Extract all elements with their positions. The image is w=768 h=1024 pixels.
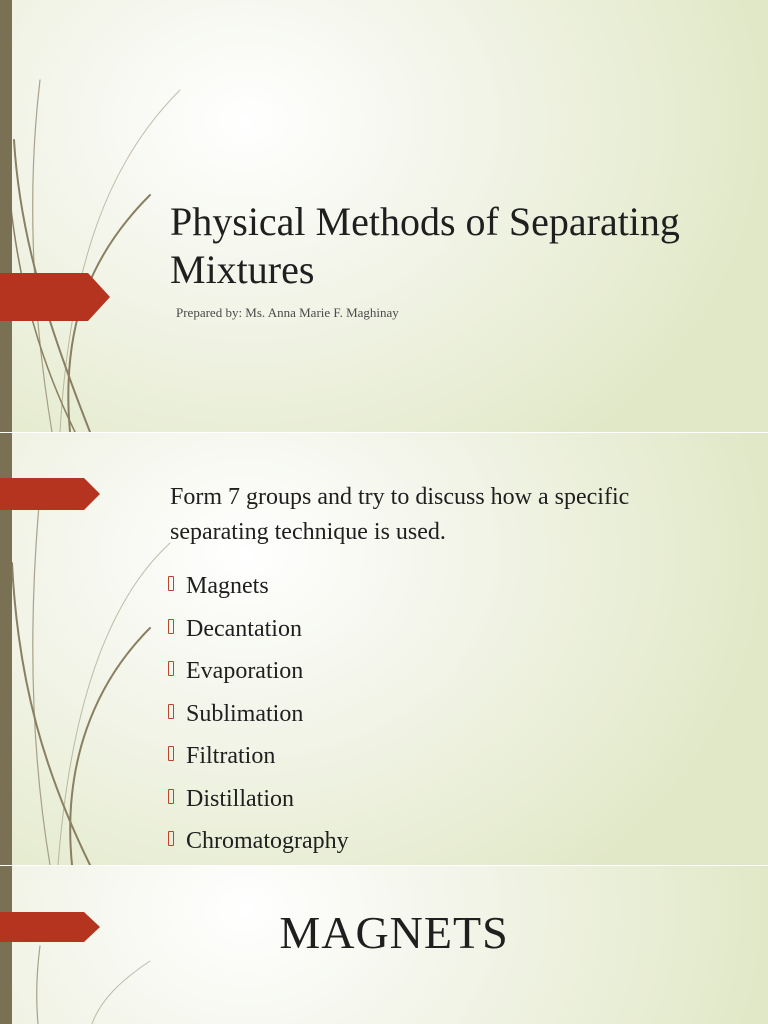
outlined-rectangle-bullet-icon [168, 661, 174, 676]
list-item [168, 658, 349, 701]
list-item-label: Magnets [186, 573, 269, 599]
slide-title: Physical Methods of Separating Mixtures [170, 199, 680, 292]
list-item [168, 828, 349, 865]
section-title-slide[interactable] [0, 866, 768, 1024]
list-item-label: Chromatography [186, 828, 349, 854]
list-item-label: Evaporation [186, 658, 304, 684]
outlined-rectangle-bullet-icon [168, 619, 174, 634]
list-item-label: Distillation [186, 785, 294, 812]
outlined-rectangle-bullet-icon [168, 576, 174, 591]
list-item-label: Filtration [186, 743, 276, 769]
outlined-rectangle-bullet-icon [168, 746, 174, 761]
outlined-rectangle-bullet-icon [168, 789, 174, 804]
outlined-rectangle-bullet-icon [168, 704, 174, 719]
slide-subtitle: Prepared by: Ms. Anna Marie F. Maghinay [176, 305, 399, 320]
sidebar-bar [0, 0, 12, 432]
list-item [168, 786, 349, 829]
accent-arrow-shape [0, 478, 100, 510]
slide-intro-text: Form 7 groups and try to discuss how a specific separating technique is used. [170, 484, 630, 545]
title-slide[interactable] [0, 0, 768, 432]
list-item [168, 616, 349, 659]
slide-title: MAGNETS [279, 907, 509, 958]
outlined-rectangle-bullet-icon [168, 831, 174, 846]
content-slide[interactable] [0, 433, 768, 865]
list-item-label: Sublimation [186, 700, 304, 727]
list-item [168, 743, 349, 786]
technique-list [168, 573, 349, 865]
list-item [168, 701, 349, 744]
list-item [168, 573, 349, 616]
list-item-label: Decantation [186, 615, 302, 642]
accent-arrow-shape [0, 273, 110, 321]
